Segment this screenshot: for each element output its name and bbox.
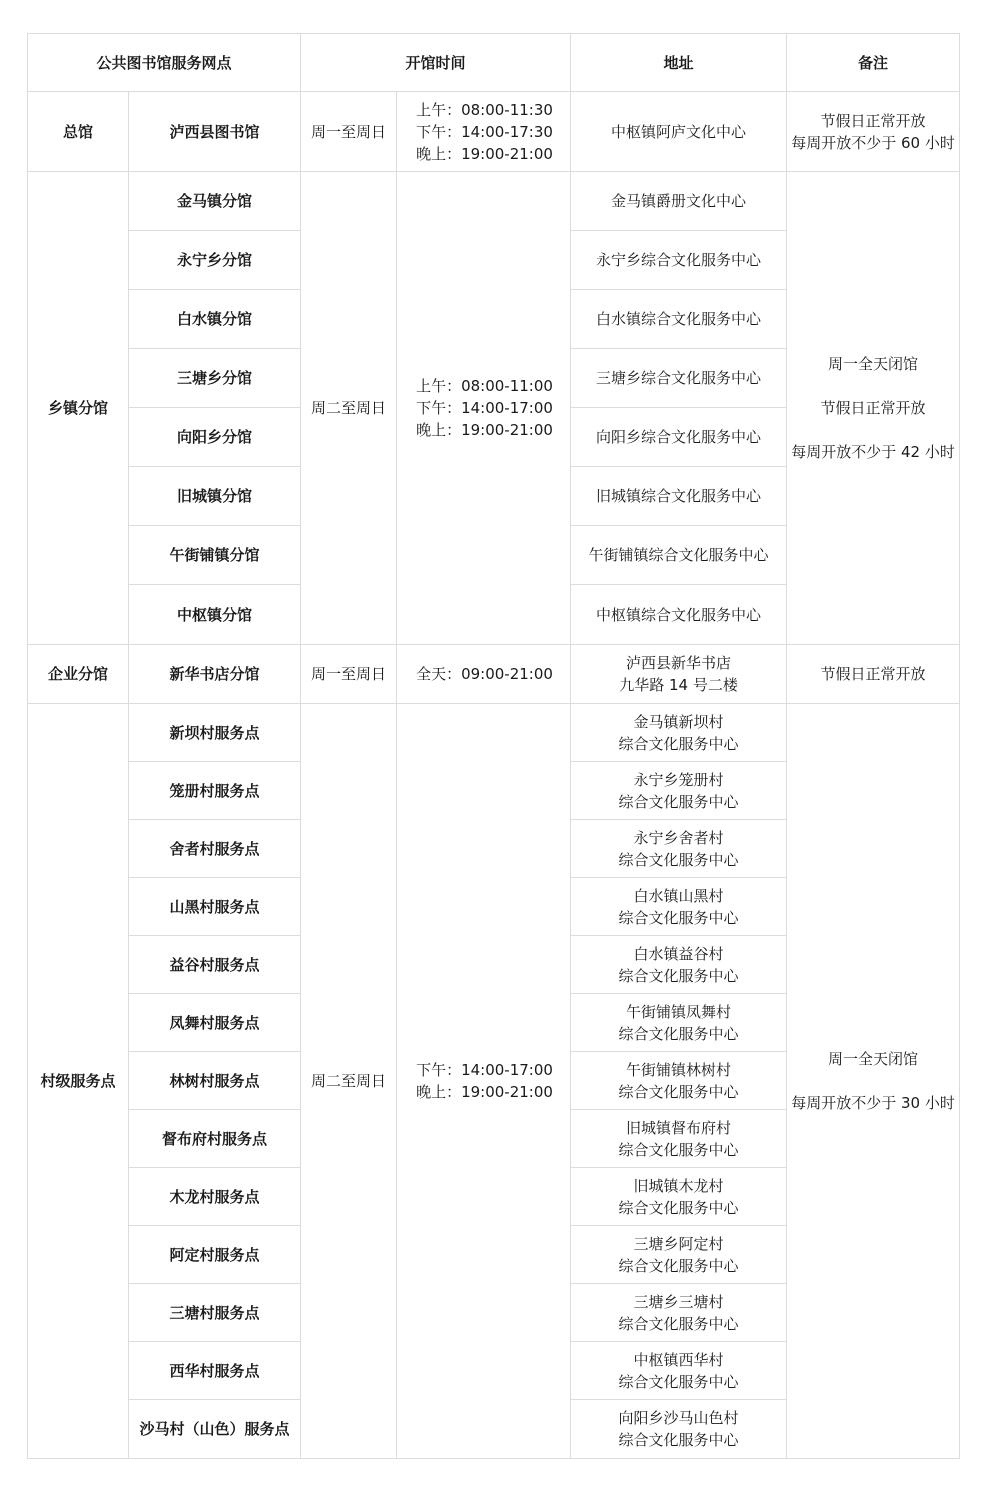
village-address-line: 三塘乡阿定村: [633, 1234, 724, 1253]
enterprise-row: [28, 645, 960, 704]
village-point-name: 沙马村（山色）服务点: [129, 1400, 301, 1459]
header-hours: 开馆时间: [301, 34, 571, 92]
township-branch-name: 旧城镇分馆: [129, 467, 301, 526]
village-address-line: 白水镇益谷村: [633, 944, 724, 963]
township-days: 周二至周日: [301, 172, 397, 645]
village-hours: [397, 704, 571, 1459]
township-remark-line: 周一全天闭馆: [828, 355, 919, 373]
township-hours: [397, 172, 571, 645]
township-branch-address: 白水镇综合文化服务中心: [571, 290, 787, 349]
village-address-line: 综合文化服务中心: [618, 850, 739, 869]
township-remarks: [787, 172, 960, 645]
village-address-line: 永宁乡舍者村: [633, 828, 724, 847]
village-address-line: 午街铺镇凤舞村: [626, 1002, 732, 1021]
village-address-line: 综合文化服务中心: [618, 1024, 739, 1043]
village-point-address: [571, 878, 787, 936]
enterprise-days: 周一至周日: [301, 645, 397, 704]
village-point-name: 舍者村服务点: [129, 820, 301, 878]
enterprise-name: 新华书店分馆: [129, 645, 301, 704]
village-address-line: 综合文化服务中心: [618, 1372, 739, 1391]
header-remarks: 备注: [787, 34, 960, 92]
library-service-table: [27, 33, 960, 1459]
main-hours: [397, 92, 571, 172]
township-remark-line: 每周开放不少于 42 小时: [791, 443, 955, 461]
village-point-address: [571, 994, 787, 1052]
village-hours-line: 下午：14:00-17:00: [416, 1061, 553, 1079]
village-point-name: 山黑村服务点: [129, 878, 301, 936]
township-branch-address: 三塘乡综合文化服务中心: [571, 349, 787, 408]
village-point-address: [571, 762, 787, 820]
line-gap: [791, 375, 955, 397]
village-address-line: 金马镇新坝村: [633, 712, 724, 731]
main-name: 泸西县图书馆: [129, 92, 301, 172]
township-branch-name: 午街铺镇分馆: [129, 526, 301, 585]
village-address-line: 综合文化服务中心: [618, 1082, 739, 1101]
enterprise-category: 企业分馆: [28, 645, 129, 704]
village-point-name: 木龙村服务点: [129, 1168, 301, 1226]
line-gap: [791, 419, 955, 441]
village-address-line: 综合文化服务中心: [618, 1314, 739, 1333]
village-address-line: 三塘乡三塘村: [633, 1292, 724, 1311]
village-point-address: [571, 1168, 787, 1226]
enterprise-remarks: 节假日正常开放: [787, 645, 960, 704]
village-address-line: 旧城镇木龙村: [633, 1176, 724, 1195]
enterprise-hours: 全天：09:00-21:00: [397, 645, 571, 704]
village-point-name: 林树村服务点: [129, 1052, 301, 1110]
village-hours-line: 晚上：19:00-21:00: [416, 1083, 553, 1101]
village-address-line: 综合文化服务中心: [618, 734, 739, 753]
main-library-row: [28, 92, 960, 172]
main-hours-morning: 上午：08:00-11:30: [416, 100, 553, 119]
village-point-name: 三塘村服务点: [129, 1284, 301, 1342]
village-point-row: [28, 704, 960, 762]
village-point-address: [571, 1052, 787, 1110]
village-point-address: [571, 1342, 787, 1400]
line-gap: [791, 1070, 955, 1092]
township-branch-address: 旧城镇综合文化服务中心: [571, 467, 787, 526]
village-point-name: 笼册村服务点: [129, 762, 301, 820]
village-address-line: 综合文化服务中心: [618, 1256, 739, 1275]
village-point-name: 凤舞村服务点: [129, 994, 301, 1052]
village-remarks: [787, 704, 960, 1459]
village-days: 周二至周日: [301, 704, 397, 1459]
main-remark-weekly: 每周开放不少于 60 小时: [791, 133, 955, 152]
village-address-line: 综合文化服务中心: [618, 908, 739, 927]
main-address: 中枢镇阿庐文化中心: [571, 92, 787, 172]
main-remark-holiday: 节假日正常开放: [820, 111, 926, 130]
village-address-line: 永宁乡笼册村: [633, 770, 724, 789]
village-address-line: 向阳乡沙马山色村: [618, 1409, 739, 1427]
village-remark-line: 每周开放不少于 30 小时: [791, 1094, 955, 1112]
village-point-name: 督布府村服务点: [129, 1110, 301, 1168]
village-address-line: 白水镇山黑村: [633, 886, 724, 905]
enterprise-address: [571, 645, 787, 704]
village-address-line: 综合文化服务中心: [618, 1140, 739, 1159]
village-address-line: 综合文化服务中心: [618, 792, 739, 811]
enterprise-address-line: 泸西县新华书店: [626, 654, 732, 672]
township-hours-line: 上午：08:00-11:00: [416, 377, 553, 395]
village-address-line: 旧城镇督布府村: [626, 1118, 732, 1137]
township-hours-line: 晚上：19:00-21:00: [416, 421, 553, 439]
village-point-address: [571, 1284, 787, 1342]
village-point-address: [571, 936, 787, 994]
village-point-address: [571, 1400, 787, 1459]
village-address-line: 综合文化服务中心: [618, 1431, 739, 1449]
township-branch-address: 中枢镇综合文化服务中心: [571, 585, 787, 645]
township-branch-row: [28, 172, 960, 231]
village-point-name: 新坝村服务点: [129, 704, 301, 762]
township-branch-name: 金马镇分馆: [129, 172, 301, 231]
header-row: [28, 34, 960, 92]
main-remarks: [787, 92, 960, 172]
township-branch-address: 午街铺镇综合文化服务中心: [571, 526, 787, 585]
township-branch-address: 向阳乡综合文化服务中心: [571, 408, 787, 467]
township-category: 乡镇分馆: [28, 172, 129, 645]
township-branch-name: 白水镇分馆: [129, 290, 301, 349]
header-network: 公共图书馆服务网点: [28, 34, 301, 92]
village-address-line: 综合文化服务中心: [618, 966, 739, 985]
village-point-address: [571, 1226, 787, 1284]
township-hours-line: 下午：14:00-17:00: [416, 399, 553, 417]
village-point-address: [571, 1110, 787, 1168]
village-point-name: 益谷村服务点: [129, 936, 301, 994]
village-remark-line: 周一全天闭馆: [828, 1050, 919, 1068]
main-hours-evening: 晚上：19:00-21:00: [416, 144, 553, 163]
township-branch-name: 中枢镇分馆: [129, 585, 301, 645]
main-hours-afternoon: 下午：14:00-17:30: [416, 122, 553, 141]
township-branch-address: 金马镇爵册文化中心: [571, 172, 787, 231]
village-point-address: [571, 820, 787, 878]
main-days: 周一至周日: [301, 92, 397, 172]
enterprise-address-line: 九华路 14 号二楼: [619, 676, 738, 694]
township-branch-name: 三塘乡分馆: [129, 349, 301, 408]
main-category: 总馆: [28, 92, 129, 172]
village-address-line: 综合文化服务中心: [618, 1198, 739, 1217]
village-point-name: 西华村服务点: [129, 1342, 301, 1400]
village-point-name: 阿定村服务点: [129, 1226, 301, 1284]
township-branch-name: 永宁乡分馆: [129, 231, 301, 290]
village-address-line: 中枢镇西华村: [633, 1350, 724, 1369]
township-remark-line: 节假日正常开放: [820, 399, 926, 417]
village-point-address: [571, 704, 787, 762]
village-category: 村级服务点: [28, 704, 129, 1459]
township-branch-name: 向阳乡分馆: [129, 408, 301, 467]
village-address-line: 午街铺镇林树村: [626, 1060, 732, 1079]
header-address: 地址: [571, 34, 787, 92]
township-branch-address: 永宁乡综合文化服务中心: [571, 231, 787, 290]
